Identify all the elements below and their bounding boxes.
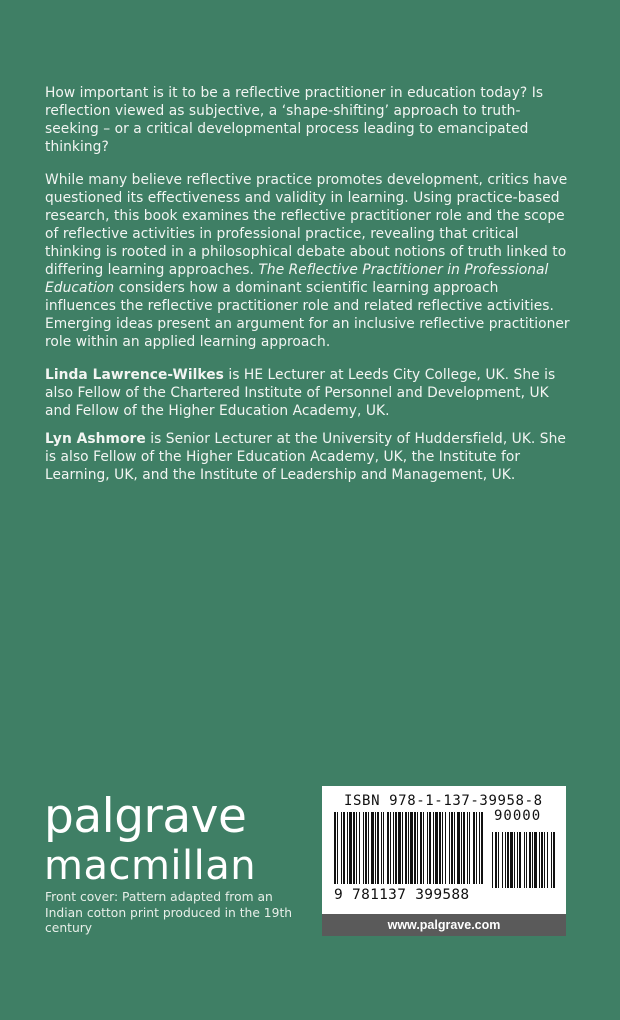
logo-line-macmillan: macmillan xyxy=(44,843,257,889)
barcode-digits: 9 781137 399588 xyxy=(334,887,470,903)
book-title: The Reflective Practitioner in Professional Education xyxy=(45,262,549,296)
logo-line-palgrave: palgrave xyxy=(44,789,247,844)
author-bio-1: Linda Lawrence-Wilkes is HE Lecturer at Leeds City College, UK. She is also Fellow of the Chartered Institute of Personnel and Development, UK and Fellow of the Higher Education Academy, UK. xyxy=(45,367,556,419)
cover-credit: Front cover: Pattern adapted from an Indian cotton print produced in the 19th century xyxy=(45,890,293,935)
blurb-question-paragraph: How important is it to be a reflective practitioner in education today? Is reflection viewed as subjective, a ‘shape-shifting’ approach to truth-seeking – or a critical developmental process leading to emancipated thinking? xyxy=(45,85,544,155)
publisher-logo xyxy=(44,789,257,889)
barcode-panel xyxy=(322,786,566,936)
author-bio-2: Lyn Ashmore is Senior Lecturer at the University of Huddersfield, UK. She is also Fellow of the Higher Education Academy, UK, the Institute for Learning, UK, and the Institute of Leadership and Management, UK. xyxy=(45,431,566,483)
blurb-description-paragraph: While many believe reflective practice promotes development, critics have questioned its effectiveness and validity in learning. Using practice-based research, this book examines the reflective practitioner role and the scope of reflective activities in professional practice, revealing that critical thinking is rooted in a philosophical debate about notions of truth linked to differing learning approaches. The Reflective Practitioner in Professional Education considers how a dominant scientific learning approach influences the reflective practitioner role and related reflective activities. Emerging ideas present an argument for an inclusive reflective practitioner role within an applied learning approach. xyxy=(45,172,570,350)
publisher-url: www.palgrave.com xyxy=(322,914,566,936)
author-name-2: Lyn Ashmore xyxy=(45,431,146,447)
isbn-label: ISBN 978-1-137-39958-8 xyxy=(344,793,543,809)
back-cover-blurb xyxy=(45,84,573,499)
author-name-1: Linda Lawrence-Wilkes xyxy=(45,367,224,383)
barcode-addon-digits: 90000 xyxy=(494,808,542,824)
